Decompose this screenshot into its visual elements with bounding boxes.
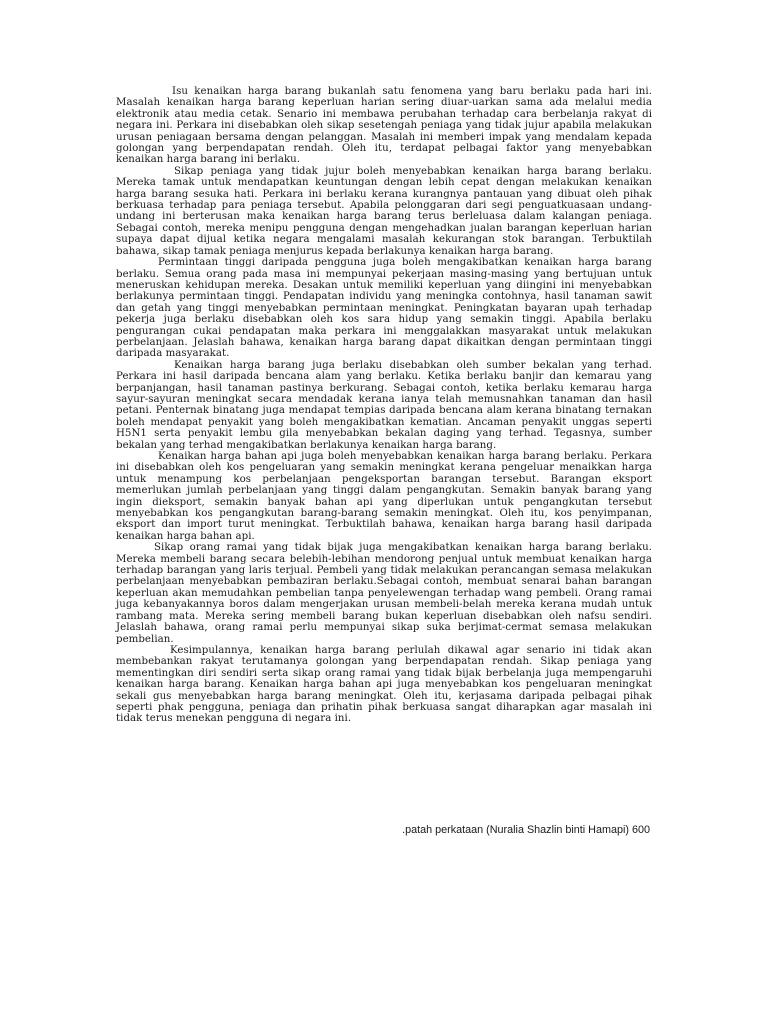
word-count-note: .patah perkataan (Nuralia Shazlin binti Hamapi) 600 — [402, 824, 650, 836]
essay-body — [116, 86, 652, 725]
essay-paragraph-conclusion: Kesimpulannya, kenaikan harga barang perlulah dikawal agar senario ini tidak akan membebankan rakyat terutamanya golongan yang berpendapatan rendah. Sikap peniaga yang mementingkan diri sendiri serta sikap orang ramai yang tidak bijak berbelanja juga mempengaruhi kenaikan harga barang. Kenaikan harga bahan api juga menyebabkan kos pengeluaran meningkat sekali gus menyebabkan harga barang meningkat. Oleh itu, kerjasama daripada pelbagai pihak seperti phak pengguna, peniaga dan prihatin pihak berkuasa sangat diharapkan agar masalah ini tidak terus menekan pengguna di negara ini. — [116, 644, 652, 725]
essay-paragraph-point-3: Kenaikan harga barang juga berlaku disebabkan oleh sumber bekalan yang terhad. Perkara ini hasil daripada bencana alam yang berlaku. Ketika berlaku banjir dan kemarau yang berpanjangan, hasil tanaman pastinya berkurang. Sebagai contoh, ketika berlaku kemarau harga sayur-sayuran meningkat secara mendadak kerana ianya telah memusnahkan tanaman dan hasil petani. Penternak binatang juga mendapat tempias daripada bencana alam kerana binatang ternakan boleh mendapat penyakit yang boleh mengakibatkan kematian. Ancaman penyakit unggas seperti H5N1 serta penyakit lembu gila menyebabkan bekalan daging yang terhad. Tegasnya, sumber bekalan yang terhad mengakibatkan berlakunya kenaikan harga barang. — [116, 359, 652, 451]
essay-paragraph-point-1: Sikap peniaga yang tidak jujur boleh menyebabkan kenaikan harga barang berlaku. Mereka tamak untuk mendapatkan keuntungan dengan lebih cepat dengan melakukan kenaikan harga barang sesuka hati. Perkara ini berlaku kerana kurangnya pantauan yang dibuat oleh pihak berkuasa terhadap para peniaga tersebut. Apabila pelonggaran dari segi penguatkuasaan undang-undang ini berterusan maka kenaikan harga barang terus berleluasa dalam kalangan peniaga. Sebagai contoh, mereka menipu pengguna dengan mengehadkan jualan barangan keperluan harian supaya dapat dijual ketika negara mengalami masalah kekurangan stok barangan. Terbuktilah bahawa, sikap tamak peniaga menjurus kepada berlakunya kenaikan harga barang. — [116, 165, 652, 257]
essay-paragraph-introduction: Isu kenaikan harga barang bukanlah satu fenomena yang baru berlaku pada hari ini. Masalah kenaikan harga barang keperluan harian sering diuar-uarkan sama ada melalui media elektronik atau media cetak. Senario ini membawa perubahan terhadap cara berbelanja rakyat di negara ini. Perkara ini disebabkan oleh sikap sesetengah peniaga yang tidak jujur apabila melakukan urusan peniagaan bersama dengan pelanggan. Masalah ini memberi impak yang mendalam kepada golongan yang berpendapatan rendah. Oleh itu, terdapat pelbagai faktor yang menyebabkan kenaikan harga barang ini berlaku. — [116, 86, 652, 166]
essay-paragraph-point-2: Permintaan tinggi daripada pengguna juga boleh mengakibatkan kenaikan harga barang berlaku. Semua orang pada masa ini mempunyai pekerjaan masing-masing yang bertujuan untuk meneruskan kehidupan mereka. Desakan untuk memiliki keperluan yang diingini ini menyebabkan berlakunya permintaan tinggi. Pendapatan individu yang meningka contohnya, hasil tanaman sawit dan getah yang tinggi menyebabkan permintaan meningkat. Peningkatan bayaran upah terhadap pekerja juga berlaku disebabkan oleh kos sara hidup yang semakin tinggi. Apabila berlaku pengurangan cukai pendapatan maka perkara ini menggalakkan masyarakat untuk melakukan perbelanjaan. Jelaslah bahawa, kenaikan harga barang dapat dikaitkan dengan permintaan tinggi daripada masyarakat. — [116, 257, 652, 360]
essay-paragraph-point-5: Sikap orang ramai yang tidak bijak juga mengakibatkan kenaikan harga barang berlaku. Mereka membeli barang secara belebih-lebihan mendorong penjual untuk membuat kenaikan harga terhadap barangan yang laris terjual. Pembeli yang tidak melakukan perancangan semasa melakukan perbelanjaan menyebabkan pembaziran berlaku.Sebagai contoh, membuat senarai bahan barangan keperluan akan memudahkan pembelian tanpa penyelewengan terhadap wang pembeli. Orang ramai juga kebanyakannya boros dalam mengerjakan urusan membeli-belah mereka kerana mudah untuk rambang mata. Mereka sering membeli barang bukan keperluan disebabkan oleh nafsu sendiri. Jelaslah bahawa, orang ramai perlu mempunyai sikap suka berjimat-cermat semasa melakukan pembelian. — [116, 542, 652, 645]
essay-paragraph-point-4: Kenaikan harga bahan api juga boleh menyebabkan kenaikan harga barang berlaku. Perkara ini disebabkan oleh kos pengeluaran yang semakin meningkat kerana pengeluar menaikkan harga untuk menampung kos perbelanjaan pengeksportan barangan tersebut. Barangan eksport memerlukan jumlah perbelanjaan yang tinggi dalam pengangkutan. Semakin banyak barang yang ingin dieksport, semakin banyak bahan api yang diperlukan untuk pengangkutan tersebut menyebabkan kos pengangkutan barang-barang semakin meningkat. Oleh itu, kos penyimpanan, eksport dan import turut meningkat. Terbuktilah bahawa, kenaikan harga barang hasil daripada kenaikan harga bahan api. — [116, 451, 652, 542]
